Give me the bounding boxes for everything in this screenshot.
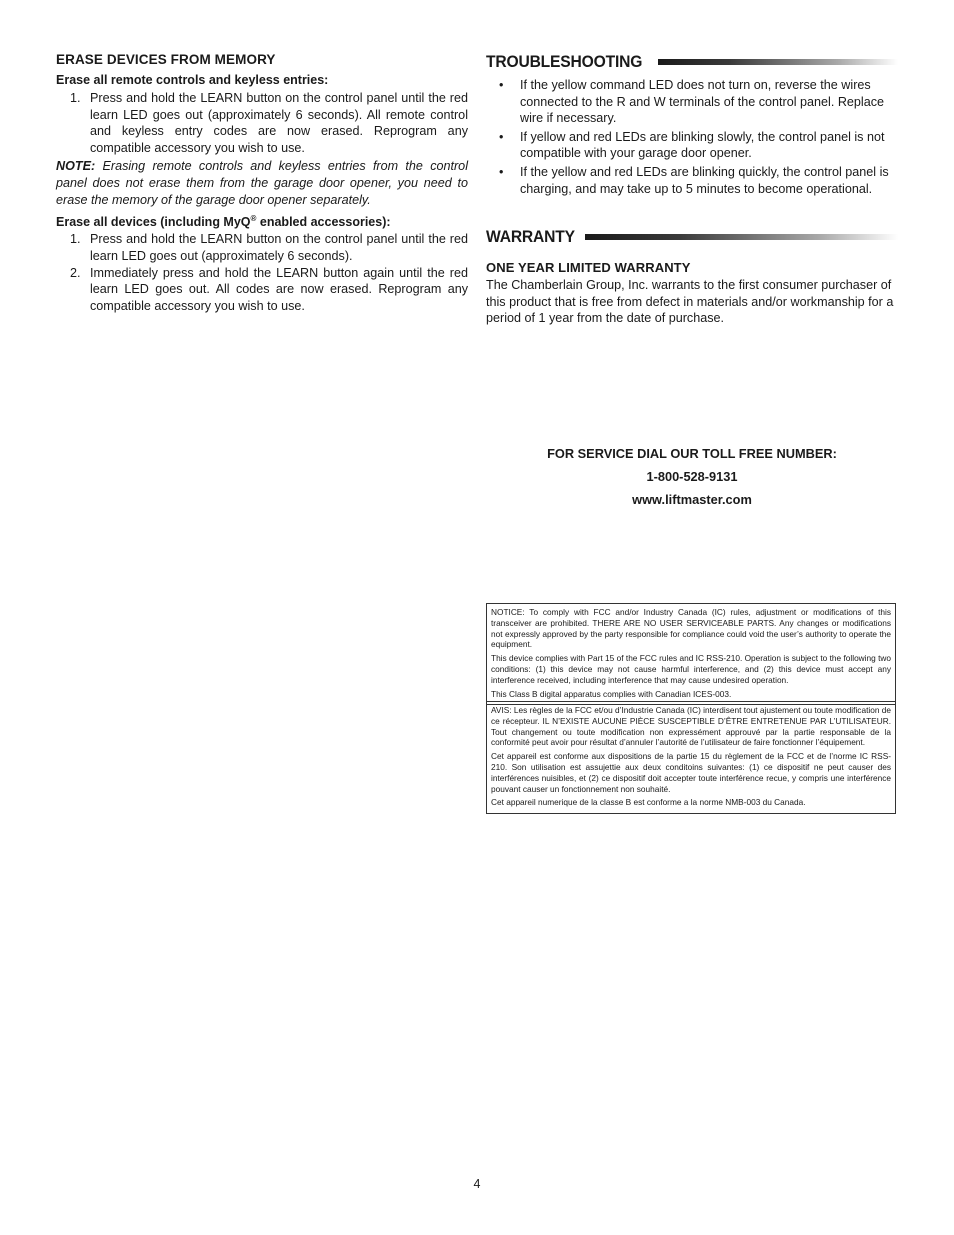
service-line: FOR SERVICE DIAL OUR TOLL FREE NUMBER:: [547, 446, 837, 461]
note-label: NOTE:: [56, 159, 96, 174]
warranty-header: [486, 227, 898, 247]
troubleshooting-header: [486, 52, 898, 72]
notice-paragraph: This device complies with Part 15 of the FCC rules and IC RSS-210. Operation is subject to the following two conditions: (1) this device may not cause harmful interference, and (2) this device must accept any interference received, including interference that may cause undesired operation.: [491, 653, 891, 685]
registered-mark: ®: [250, 214, 257, 224]
remotes-heading: Erase all remote controls and keyless entries:: [56, 73, 329, 87]
bullet-text: If the yellow command LED does not turn on, reverse the wires connected to the R and W terminals of the control panel. Replace wire if necessary.: [520, 78, 885, 126]
all-heading-post: enabled accessories):: [256, 215, 391, 230]
step-text: Immediately press and hold the LEARN button again until the red learn LED goes out. All codes are now erased. Reprogram any compatible accessory you wish to use.: [90, 265, 468, 313]
notice-english-box: [486, 603, 896, 705]
step-text: Press and hold the LEARN button on the control panel until the red learn LED goes out (approximately 6 seconds). All remote control and keyless entry codes are now erased. Reprogram any compatible accessory you wish to use.: [90, 91, 468, 155]
bullet-text: If the yellow and red LEDs are blinking quickly, the control panel is charging, and may take up to 5 minutes to become operational.: [520, 164, 889, 196]
all-heading-pre: Erase all devices (including MyQ: [56, 215, 251, 230]
notice-paragraph: AVIS: Les règles de la FCC et/ou d’Industrie Canada (IC) interdisent tout ajustement ou toute modification de ce récepteur. IL N’EXISTE AUCUNE PIÈCE SUSCEPTIBLE D’ÊTRE ENTRETENUE PAR L’UTILISATEUR. Tout changement ou toute modification non expressément approuvé par la partie responsable de la conformité peut avoir pour résultat d’annuler l’autorité de l’utilisateur de faire fonctionner l’équipement.: [491, 705, 891, 748]
erase-section: [56, 52, 468, 314]
all-devices-steps: [56, 231, 468, 314]
list-item: [486, 77, 898, 127]
title-rule: [585, 234, 898, 240]
step-text: Press and hold the LEARN button on the control panel until the red learn LED goes out (approximately 6 seconds).: [90, 232, 468, 263]
title-rule: [658, 59, 898, 65]
troubleshooting-title: TROUBLESHOOTING: [486, 52, 643, 71]
list-item: [486, 129, 898, 162]
notice-paragraph: Cet appareil numerique de la classe B est conforme a la norme NMB-003 du Canada.: [491, 797, 806, 808]
warranty-text: The Chamberlain Group, Inc. warrants to the first consumer purchaser of this product that is free from defect in materials and/or workmanship for a period of 1 year from the date of purchase.: [486, 278, 894, 326]
warranty-title: WARRANTY: [486, 227, 575, 247]
notice-paragraph: NOTICE: To comply with FCC and/or Industry Canada (IC) rules, adjustment or modifications of this transceiver are prohibited. THERE ARE NO USER SERVICEABLE PARTS. Any changes or modifications not expressly approved by the party responsible for compliance could void the user’s authority to operate the equipment.: [491, 607, 891, 650]
troubleshooting-list: [486, 77, 898, 197]
notice-paragraph: This Class B digital apparatus complies with Canadian ICES-003.: [491, 688, 732, 699]
bullet-icon: •: [499, 164, 504, 179]
page-number: 4: [473, 1177, 481, 1191]
right-column: [486, 52, 898, 327]
step-number: 2.: [70, 265, 81, 280]
all-devices-heading: [56, 214, 468, 229]
note: [56, 158, 468, 208]
bullet-text: If yellow and red LEDs are blinking slowly, the control panel is not compatible with your garage door opener.: [520, 129, 885, 161]
phone-number: 1-800-528-9131: [646, 469, 738, 484]
list-item: [56, 90, 468, 156]
note-text: Erasing remote controls and keyless entries from the control panel does not erase them from the garage door opener, you need to erase the memory of the garage door opener separately.: [56, 159, 468, 207]
list-item: [56, 231, 468, 264]
step-number: 1.: [70, 91, 81, 105]
step-number: 1.: [70, 232, 81, 247]
erase-title: ERASE DEVICES FROM MEMORY: [56, 52, 276, 67]
bullet-icon: •: [499, 78, 504, 92]
list-item: [486, 164, 898, 197]
website-link[interactable]: www.liftmaster.com: [632, 492, 752, 507]
notice-paragraph: Cet appareil est conforme aux dispositions de la partie 15 du règlement de la FCC et de l’norme IC RSS-210. Son utilisation est assujettie aux deux conditoins suivantes: (1) ce dispositif ne peut causer des interférences nuisibles, et (2) ce dispositif doit accepter toute interférence recue, y compris une interférence pouvant causer un fonctionnement non souhaité.: [491, 751, 891, 794]
warranty-subtitle: ONE YEAR LIMITED WARRANTY: [486, 260, 691, 276]
remotes-steps: [56, 90, 468, 156]
bullet-icon: •: [499, 129, 504, 144]
notice-french-box: [486, 701, 896, 814]
service-info: [486, 446, 898, 515]
list-item: [56, 265, 468, 315]
